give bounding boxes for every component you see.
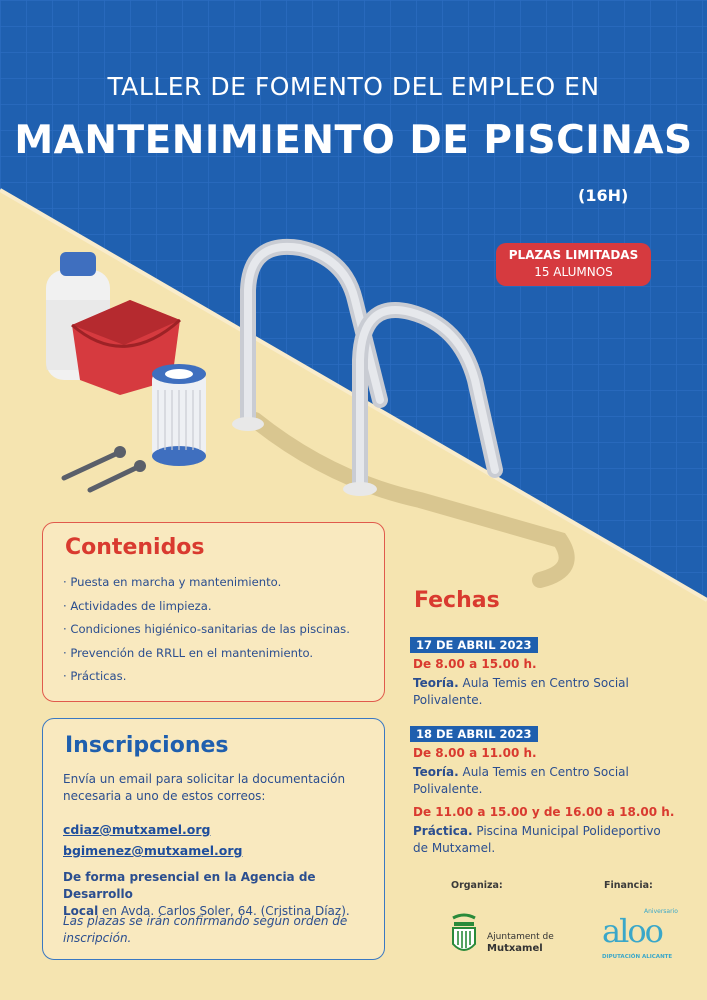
- list-item: · Puesta en marcha y mantenimiento.: [63, 575, 282, 589]
- list-item: · Condiciones higiénico-sanitarias de las piscinas.: [63, 622, 350, 636]
- place-17-line-1: Aula Temis en Centro Social: [458, 676, 629, 690]
- place-18-practice-line-1: Piscina Municipal Polideportivo: [472, 824, 661, 838]
- time-18-morning: De 8.00 a 11.00 h.: [413, 746, 537, 760]
- place-18-line-1: Aula Temis en Centro Social: [458, 765, 629, 779]
- diputacion-logo: [600, 908, 680, 964]
- email-link-bgimenez[interactable]: bgimenez@mutxamel.org: [63, 843, 243, 858]
- presencial-address: en Avda. Carlos Soler, 64. (Cristina Díaz).: [98, 904, 350, 918]
- financia-label: Financia:: [604, 880, 653, 891]
- org-name-line-2: Mutxamel: [487, 943, 543, 954]
- intro-line-2: necesaria a uno de estos correos:: [63, 789, 266, 803]
- title-line-1: TALLER DE FOMENTO DEL EMPLEO EN: [107, 72, 600, 101]
- fecha-18-abril: [410, 723, 705, 857]
- note-line-2: inscripción.: [63, 931, 132, 945]
- email-list: [63, 819, 242, 861]
- presencial-bold-1: De forma presencial en la Agencia de Desarrollo: [63, 870, 316, 901]
- badge-line-2: 15 ALUMNOS: [534, 265, 613, 279]
- inscripciones-intro: [63, 771, 383, 805]
- inscripciones-note: [63, 913, 383, 947]
- place-18-practice-line-2: de Mutxamel.: [413, 841, 496, 855]
- type-18-theory: Teoría.: [413, 765, 459, 779]
- place-18-theory: [413, 764, 705, 798]
- date-badge-18: 18 DE ABRIL 2023: [410, 726, 538, 742]
- inscripciones-title: Inscripciones: [65, 733, 229, 758]
- limited-places-badge: [496, 243, 651, 286]
- email-link-cdiaz[interactable]: cdiaz@mutxamel.org: [63, 822, 211, 837]
- place-17-line-2: Polivalente.: [413, 693, 483, 707]
- place-18-practice: [413, 823, 705, 857]
- fin-small-bottom: DIPUTACIÓN ALICANTE: [602, 954, 673, 960]
- contenidos-list: [63, 571, 350, 689]
- list-item: · Prevención de RRLL en el mantenimiento.: [63, 645, 314, 660]
- contenidos-title: Contenidos: [65, 535, 205, 560]
- fin-logo-text: aloo: [602, 912, 662, 950]
- org-name-line-1: Ajuntament de: [487, 932, 554, 942]
- type-18-practice: Práctica.: [413, 824, 473, 838]
- list-item: · Prácticas.: [63, 669, 127, 683]
- contenidos-box: [42, 522, 385, 702]
- org-name: [487, 932, 554, 954]
- organiza-label: Organiza:: [451, 880, 503, 891]
- fin-small-top: Aniversario: [644, 908, 678, 915]
- place-18-line-2: Polivalente.: [413, 782, 483, 796]
- mutxamel-logo: [449, 912, 559, 962]
- hours-label: (16H): [578, 186, 629, 205]
- type-17: Teoría.: [413, 676, 459, 690]
- presencial-bold-2: Local: [63, 904, 99, 918]
- list-item: · Actividades de limpieza.: [63, 598, 212, 613]
- fechas-title: Fechas: [414, 588, 500, 613]
- shield-icon: [449, 912, 479, 958]
- date-badge-17: 17 DE ABRIL 2023: [410, 637, 538, 653]
- time-17: De 8.00 a 15.00 h.: [413, 657, 537, 671]
- place-17: [413, 675, 700, 709]
- badge-line-1: PLAZAS LIMITADAS: [508, 248, 639, 262]
- inscripciones-box: [42, 718, 385, 960]
- intro-line-1: Envía un email para solicitar la documentación: [63, 772, 346, 786]
- fecha-17-abril: [410, 634, 700, 709]
- title-line-2: MANTENIMIENTO DE PISCINAS: [14, 118, 693, 163]
- note-line-1: Las plazas se irán confirmando según orden de: [63, 914, 348, 928]
- time-18-practice: De 11.00 a 15.00 y de 16.00 a 18.00 h.: [413, 805, 675, 819]
